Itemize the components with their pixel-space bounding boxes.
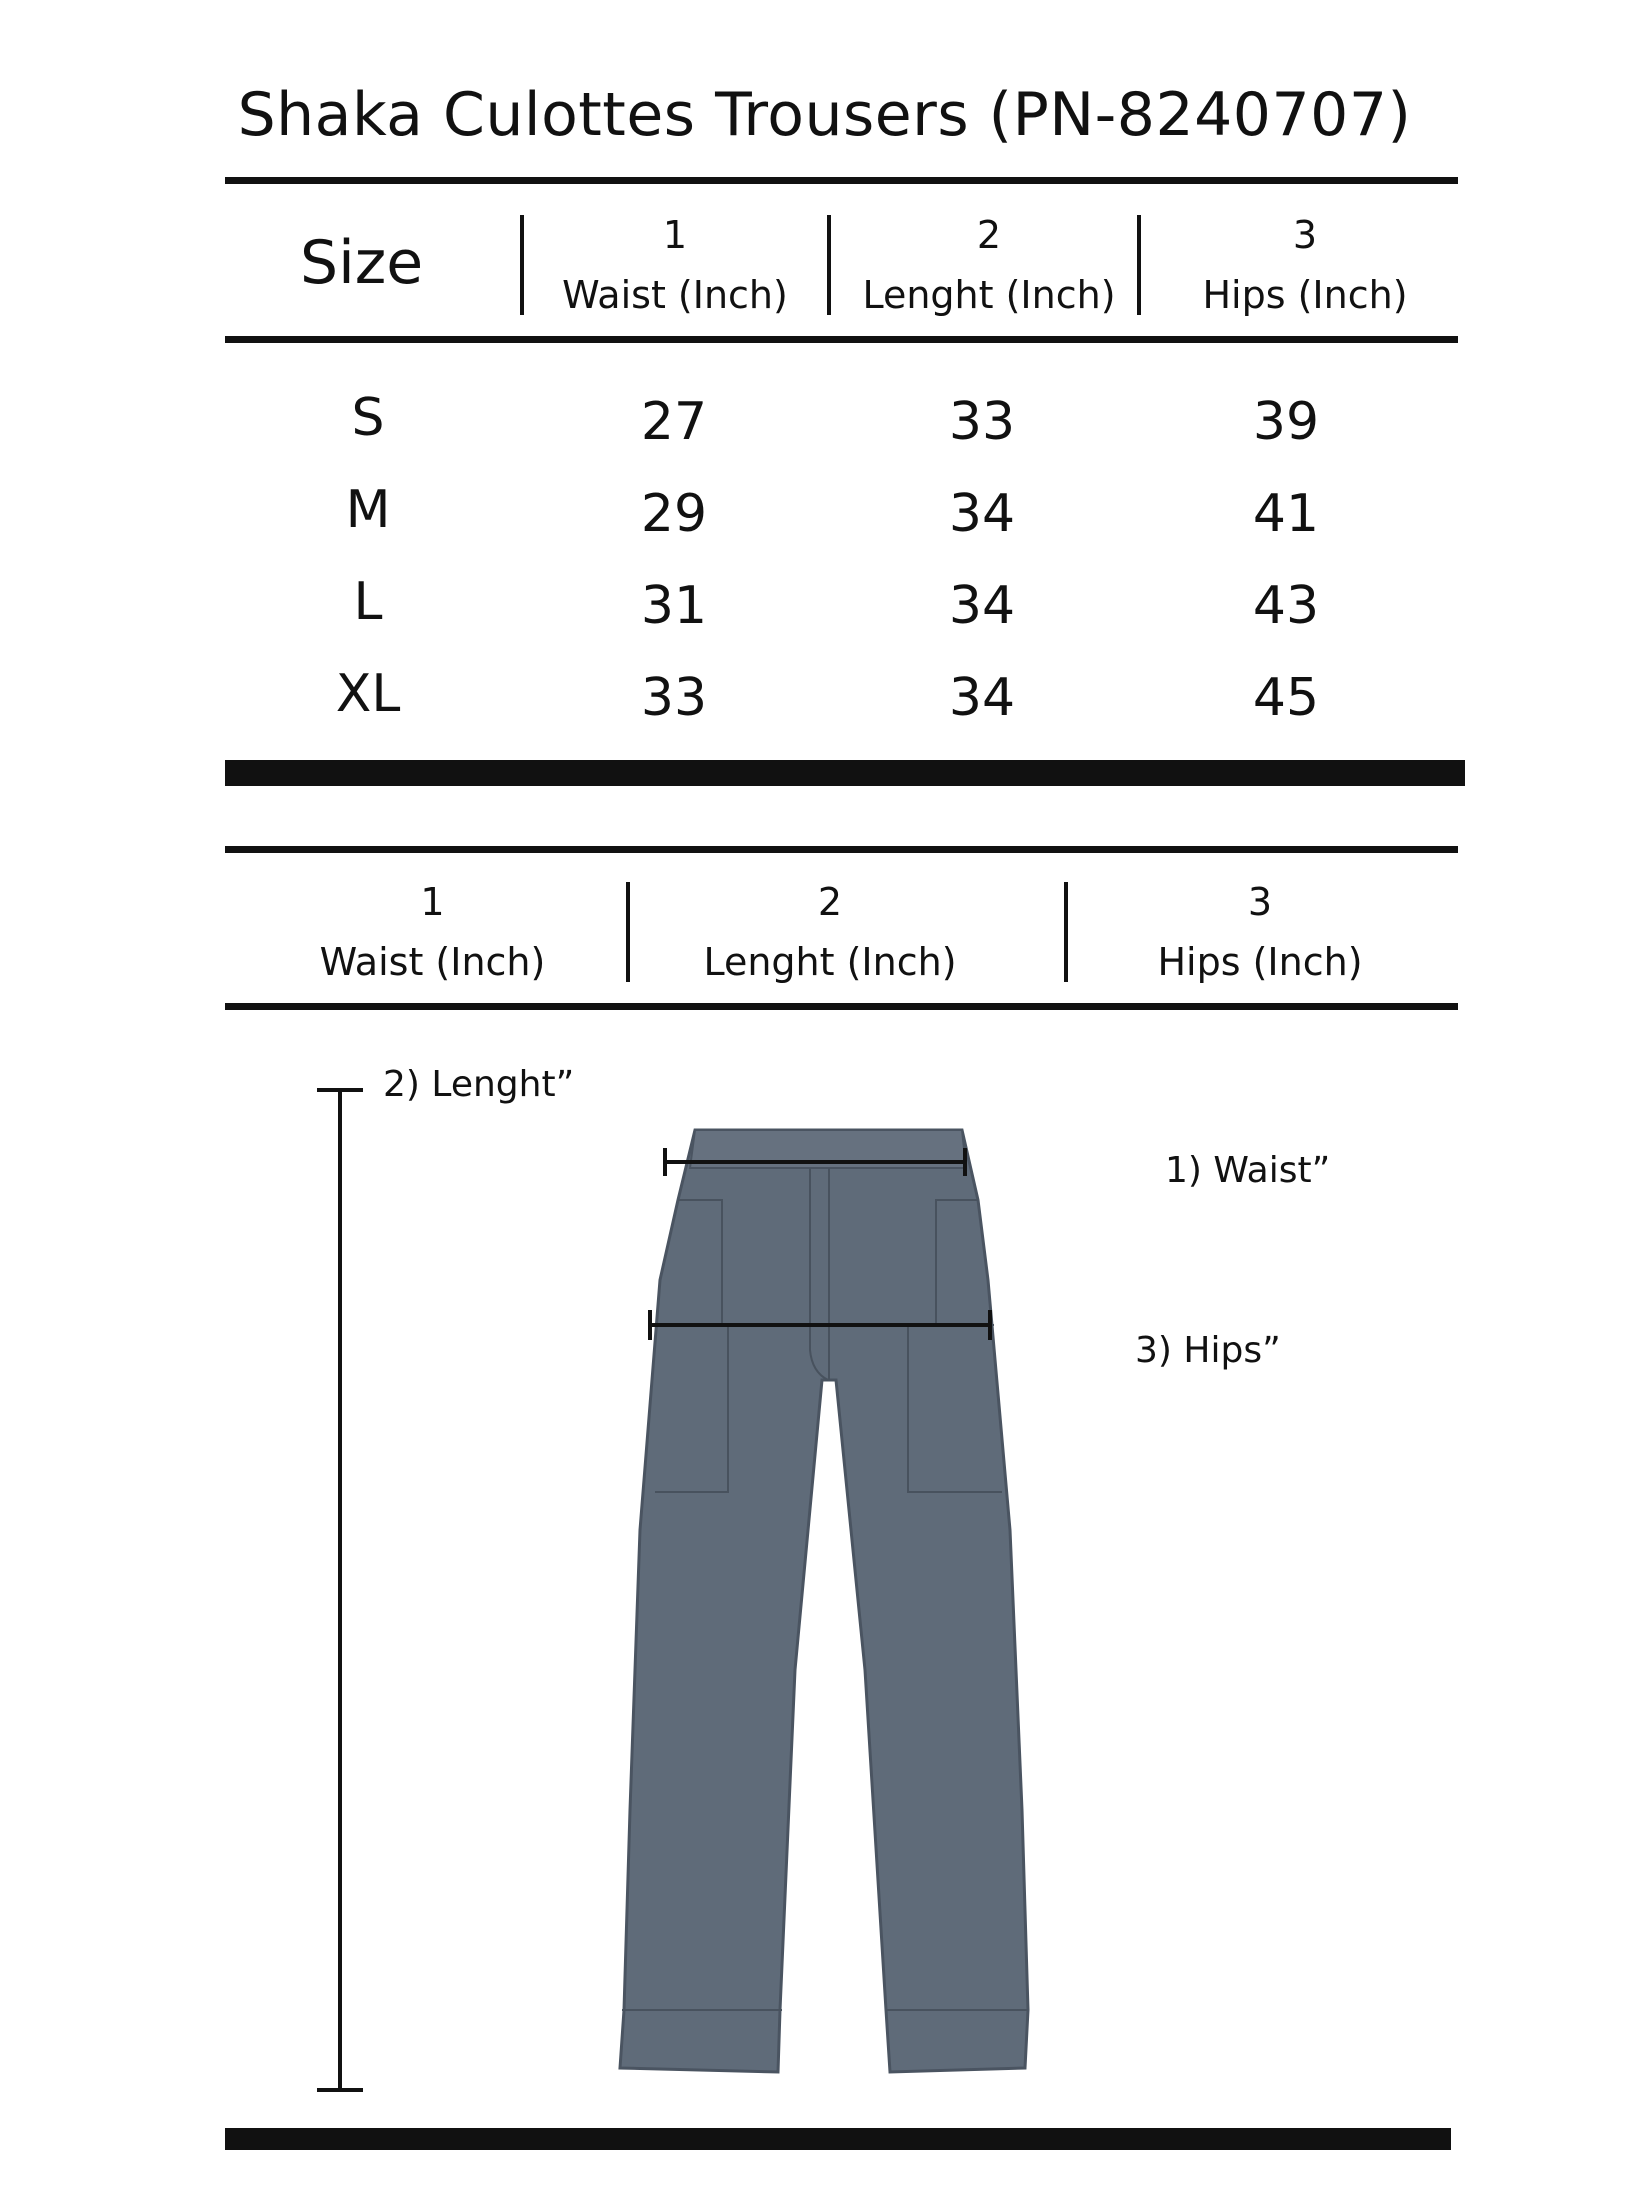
table-top-rule [225, 177, 1458, 184]
length-cell: 34 [948, 576, 1016, 636]
column-divider [1064, 882, 1068, 982]
length-measure-line [300, 1070, 380, 2110]
trousers-body [620, 1130, 1028, 2072]
length-cell: 34 [948, 484, 1016, 544]
column-label: Lenght (Inch) [862, 273, 1116, 317]
hips-cell: 45 [1252, 668, 1320, 728]
legend-header-length [660, 872, 1000, 992]
size-cell: M [345, 480, 391, 540]
column-label: Hips (Inch) [1157, 940, 1363, 984]
hips-cell: 39 [1252, 392, 1320, 452]
column-header-waist [540, 205, 810, 325]
column-number: 1 [662, 213, 688, 257]
waist-label: 1) Waist” [1165, 1150, 1331, 1191]
legend-bottom-rule [225, 1003, 1458, 1010]
table-header-rule [225, 336, 1458, 343]
length-label: 2) Lenght” [383, 1064, 575, 1105]
legend-top-rule [225, 846, 1458, 853]
length-cell: 34 [948, 668, 1016, 728]
legend-header-hips [1090, 872, 1430, 992]
column-number: 2 [817, 880, 843, 924]
column-number: 1 [420, 880, 445, 924]
hips-label: 3) Hips” [1135, 1330, 1281, 1371]
column-divider [1137, 215, 1141, 315]
page-title: Shaka Culottes Trousers (PN-8240707) [237, 80, 1412, 150]
column-label: Waist (Inch) [319, 940, 546, 984]
column-number: 3 [1292, 213, 1318, 257]
waist-cell: 31 [640, 576, 708, 636]
size-cell: L [353, 572, 383, 632]
column-label: Hips (Inch) [1202, 273, 1408, 317]
waist-cell: 33 [640, 668, 708, 728]
column-number: 3 [1247, 880, 1273, 924]
column-header-hips [1165, 205, 1445, 325]
hips-cell: 41 [1252, 484, 1320, 544]
column-divider [520, 215, 524, 315]
length-cell: 33 [948, 392, 1016, 452]
size-cell: S [351, 388, 385, 448]
column-label: Waist (Inch) [562, 273, 788, 317]
page-bottom-rule [225, 2128, 1451, 2150]
size-column-header: Size [300, 228, 424, 298]
hips-cell: 43 [1252, 576, 1320, 636]
waist-cell: 27 [640, 392, 708, 452]
trousers-illustration [600, 1110, 1050, 2100]
column-number: 2 [976, 213, 1002, 257]
column-header-length [848, 205, 1130, 325]
column-divider [827, 215, 831, 315]
waist-cell: 29 [640, 484, 708, 544]
column-divider [626, 882, 630, 982]
legend-header-waist [260, 872, 605, 992]
table-bottom-rule [225, 760, 1465, 786]
size-cell: XL [335, 664, 401, 724]
column-label: Lenght (Inch) [703, 940, 957, 984]
